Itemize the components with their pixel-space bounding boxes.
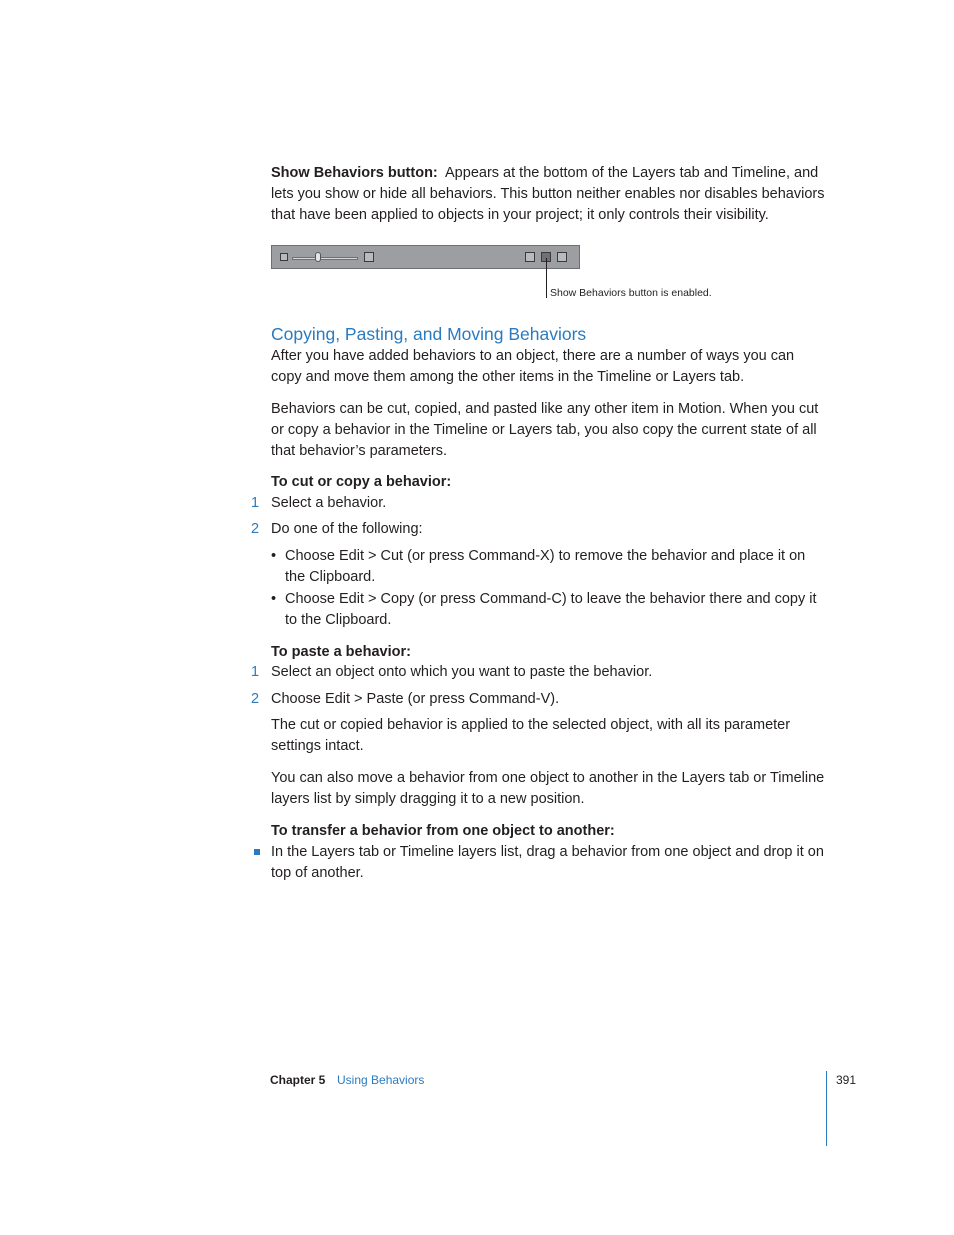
- zoom-small-icon: [280, 253, 288, 261]
- zoom-slider[interactable]: [292, 257, 358, 260]
- step-number: 1: [251, 664, 260, 680]
- step-text: Do one of the following:: [271, 521, 423, 537]
- section-paragraph-2: Behaviors can be cut, copied, and pasted like any other item in Motion. When you cut or copy a behavior in the Timeline or Layers tab, you also copy the current state of all that behavior’s parameters.: [271, 401, 819, 459]
- show-masks-icon[interactable]: [525, 252, 535, 262]
- bullet-dot: •: [271, 591, 277, 607]
- transfer-heading: To transfer a behavior from one object to another:: [271, 823, 615, 839]
- section-heading: Copying, Pasting, and Moving Behaviors: [271, 324, 587, 344]
- square-bullet-icon: [254, 849, 260, 855]
- step-text: Select a behavior.: [271, 495, 387, 511]
- transfer-item: In the Layers tab or Timeline layers list, drag a behavior from one object and drop it on top of another.: [271, 844, 824, 881]
- intro-term: Show Behaviors button:: [271, 165, 438, 181]
- intro-text: Appears at the bottom of the Layers tab and Timeline, and lets you show or hide all behaviors. This button neither enables nor disables behaviors that have been applied to objects in your project; it only controls their visibility.: [271, 165, 825, 223]
- paste-note-1: The cut or copied behavior is applied to the selected object, with all its parameter settings intact.: [271, 717, 791, 754]
- paste-note-2: You can also move a behavior from one object to another in the Layers tab or Timeline layers list by simply dragging it to a new position.: [271, 770, 825, 807]
- intro-paragraph: [271, 163, 827, 225]
- footer-chapter: Chapter 5: [270, 1073, 326, 1087]
- bullet-dot: •: [271, 548, 277, 564]
- step-number: 2: [251, 691, 260, 707]
- figure-callout: Show Behaviors button is enabled.: [550, 287, 712, 299]
- section-paragraph-1: After you have added behaviors to an object, there are a number of ways you can copy and move them among the other items in the Timeline or Layers tab.: [271, 348, 795, 385]
- person-icon[interactable]: [364, 252, 374, 262]
- page-number: 391: [836, 1073, 857, 1087]
- cut-copy-heading: To cut or copy a behavior:: [271, 474, 452, 490]
- step-text: Select an object onto which you want to paste the behavior.: [271, 664, 653, 680]
- step-number: 2: [251, 521, 260, 537]
- bullet-item: Choose Edit > Cut (or press Command-X) to remove the behavior and place it on the Clipboard.: [285, 548, 806, 585]
- toolbar-figure: [271, 245, 580, 269]
- step-number: 1: [251, 495, 260, 511]
- footer-divider: [826, 1071, 827, 1146]
- bullet-item: Choose Edit > Copy (or press Command-C) to leave the behavior there and copy it to the Clipboard.: [285, 591, 817, 628]
- footer-chapter-title: Using Behaviors: [337, 1073, 425, 1087]
- callout-line: [546, 258, 547, 298]
- show-filters-icon[interactable]: [557, 252, 567, 262]
- step-text: Choose Edit > Paste (or press Command-V).: [271, 691, 560, 707]
- paste-heading: To paste a behavior:: [271, 644, 411, 660]
- zoom-slider-knob[interactable]: [315, 252, 321, 262]
